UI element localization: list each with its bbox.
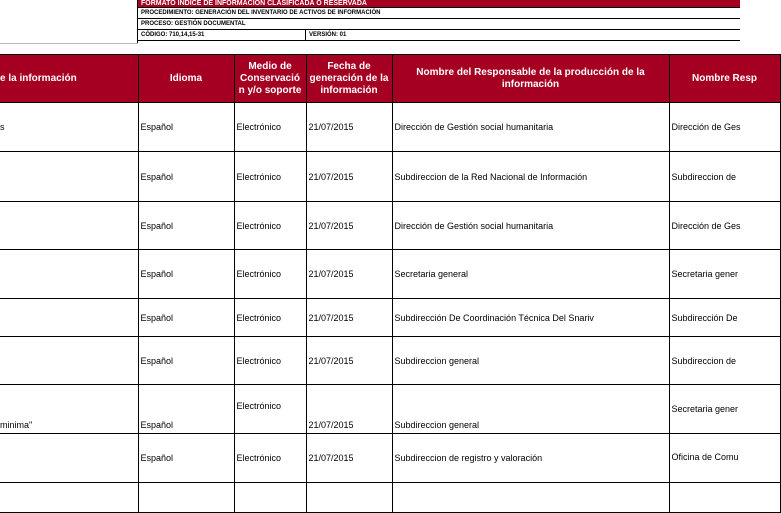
cell-responsible[interactable]: Subdirección De	[669, 299, 780, 337]
cell-producer[interactable]: Secretaria general	[392, 250, 669, 299]
table-row	[0, 434, 780, 483]
header-producer[interactable]: Nombre del Responsable de la producción de la información	[392, 55, 669, 103]
version-cell[interactable]: VERSIÓN: 01	[309, 32, 347, 38]
cell-producer[interactable]: Subdireccion general	[392, 337, 669, 385]
cell-responsible[interactable]: Secretaria gener	[669, 385, 780, 434]
header-language[interactable]: Idioma	[138, 55, 234, 103]
header-medium[interactable]: Medio de Conservació n y/o soporte	[234, 55, 306, 103]
cell-medium[interactable]	[234, 385, 306, 434]
cell-responsible[interactable]	[669, 483, 780, 513]
cell-language[interactable]: Español	[138, 250, 234, 299]
cell-medium-text: Electrónico	[236, 401, 282, 411]
process-cell[interactable]: PROCESO: GESTIÓN DOCUMENTAL	[138, 19, 740, 30]
cell-date[interactable]: 21/07/2015	[306, 152, 392, 202]
cell-medium[interactable]: Electrónico	[234, 152, 306, 202]
cell-responsible[interactable]: Subdireccion de	[669, 152, 780, 202]
cell-name[interactable]	[0, 337, 138, 385]
cell-responsible[interactable]	[669, 434, 780, 483]
header-generation-date[interactable]: Fecha de generación de la información	[306, 55, 392, 103]
cell-name[interactable]	[0, 299, 138, 337]
cell-date[interactable]: 21/07/2015	[306, 337, 392, 385]
cell-name[interactable]	[0, 434, 138, 483]
format-title: FORMATO ÍNDICE DE INFORMACIÓN CLASIFICADA O RESERVADA	[138, 0, 740, 8]
cell-medium[interactable]	[234, 483, 306, 513]
cell-language[interactable]: Español	[138, 152, 234, 202]
table-row	[0, 337, 780, 385]
cell-medium[interactable]: Electrónico	[234, 202, 306, 250]
cell-responsible[interactable]: Dirección de Ges	[669, 202, 780, 250]
cell-name[interactable]: s	[0, 103, 138, 152]
cell-producer[interactable]: Dirección de Gestión social humanitaria	[392, 202, 669, 250]
cell-language[interactable]: Español	[138, 202, 234, 250]
procedure-cell[interactable]: PROCEDIMIENTO: GENERACIÓN DEL INVENTARIO DE ACTIVOS DE INFORMACIÓN	[138, 8, 740, 19]
cell-responsible[interactable]: Subdireccion de	[669, 337, 780, 385]
cell-name[interactable]	[0, 202, 138, 250]
header-responsible[interactable]: Nombre Resp	[669, 55, 780, 103]
cell-responsible[interactable]: Secretaria gener	[669, 250, 780, 299]
cell-language[interactable]: Español	[138, 434, 234, 483]
cell-date[interactable]: 21/07/2015	[306, 434, 392, 483]
table-row	[0, 152, 780, 202]
cell-name[interactable]	[0, 152, 138, 202]
table-row	[0, 483, 780, 513]
cell-producer[interactable]: Subdireccion de registro y valoración	[392, 434, 669, 483]
cell-medium[interactable]: Electrónico	[234, 299, 306, 337]
cell-date[interactable]: 21/07/2015	[306, 202, 392, 250]
cell-language[interactable]: Español	[138, 337, 234, 385]
cell-producer[interactable]	[392, 483, 669, 513]
format-header-block	[138, 0, 740, 41]
cell-date[interactable]: 21/07/2015	[306, 299, 392, 337]
cell-responsible[interactable]: Dirección de Ges	[669, 103, 780, 152]
code-cell[interactable]: CÓDIGO: 710,14,15-31	[138, 30, 306, 40]
cell-language[interactable]: Español	[138, 385, 234, 434]
cell-producer[interactable]: Subdireccion de la Red Nacional de Información	[392, 152, 669, 202]
header-information-name[interactable]: e la información	[0, 55, 138, 103]
cell-medium[interactable]: Electrónico	[234, 337, 306, 385]
cell-responsible-text: Oficina de Comu	[671, 452, 739, 462]
cell-date[interactable]: 21/07/2015	[306, 103, 392, 152]
table-row	[0, 250, 780, 299]
cell-name[interactable]: minima"	[0, 385, 138, 434]
cell-name[interactable]	[0, 483, 138, 513]
cell-producer[interactable]: Subdireccion general	[392, 385, 669, 434]
code-version-row	[138, 30, 740, 41]
format-block-divider	[0, 43, 138, 44]
cell-language[interactable]: Español	[138, 299, 234, 337]
information-index-table	[0, 54, 781, 513]
cell-language[interactable]	[138, 483, 234, 513]
cell-language[interactable]: Español	[138, 103, 234, 152]
table-row	[0, 103, 780, 152]
cell-medium[interactable]: Electrónico	[234, 103, 306, 152]
cell-medium[interactable]: Electrónico	[234, 434, 306, 483]
cell-date[interactable]: 21/07/2015	[306, 250, 392, 299]
cell-name[interactable]	[0, 250, 138, 299]
cell-date[interactable]: 21/07/2015	[306, 385, 392, 434]
table-row	[0, 299, 780, 337]
table-row	[0, 385, 780, 434]
cell-producer[interactable]: Dirección de Gestión social humanitaria	[392, 103, 669, 152]
cell-medium[interactable]: Electrónico	[234, 250, 306, 299]
table-row	[0, 202, 780, 250]
header-row	[0, 55, 780, 103]
cell-date[interactable]	[306, 483, 392, 513]
cell-producer[interactable]: Subdirección De Coordinación Técnica Del Snariv	[392, 299, 669, 337]
